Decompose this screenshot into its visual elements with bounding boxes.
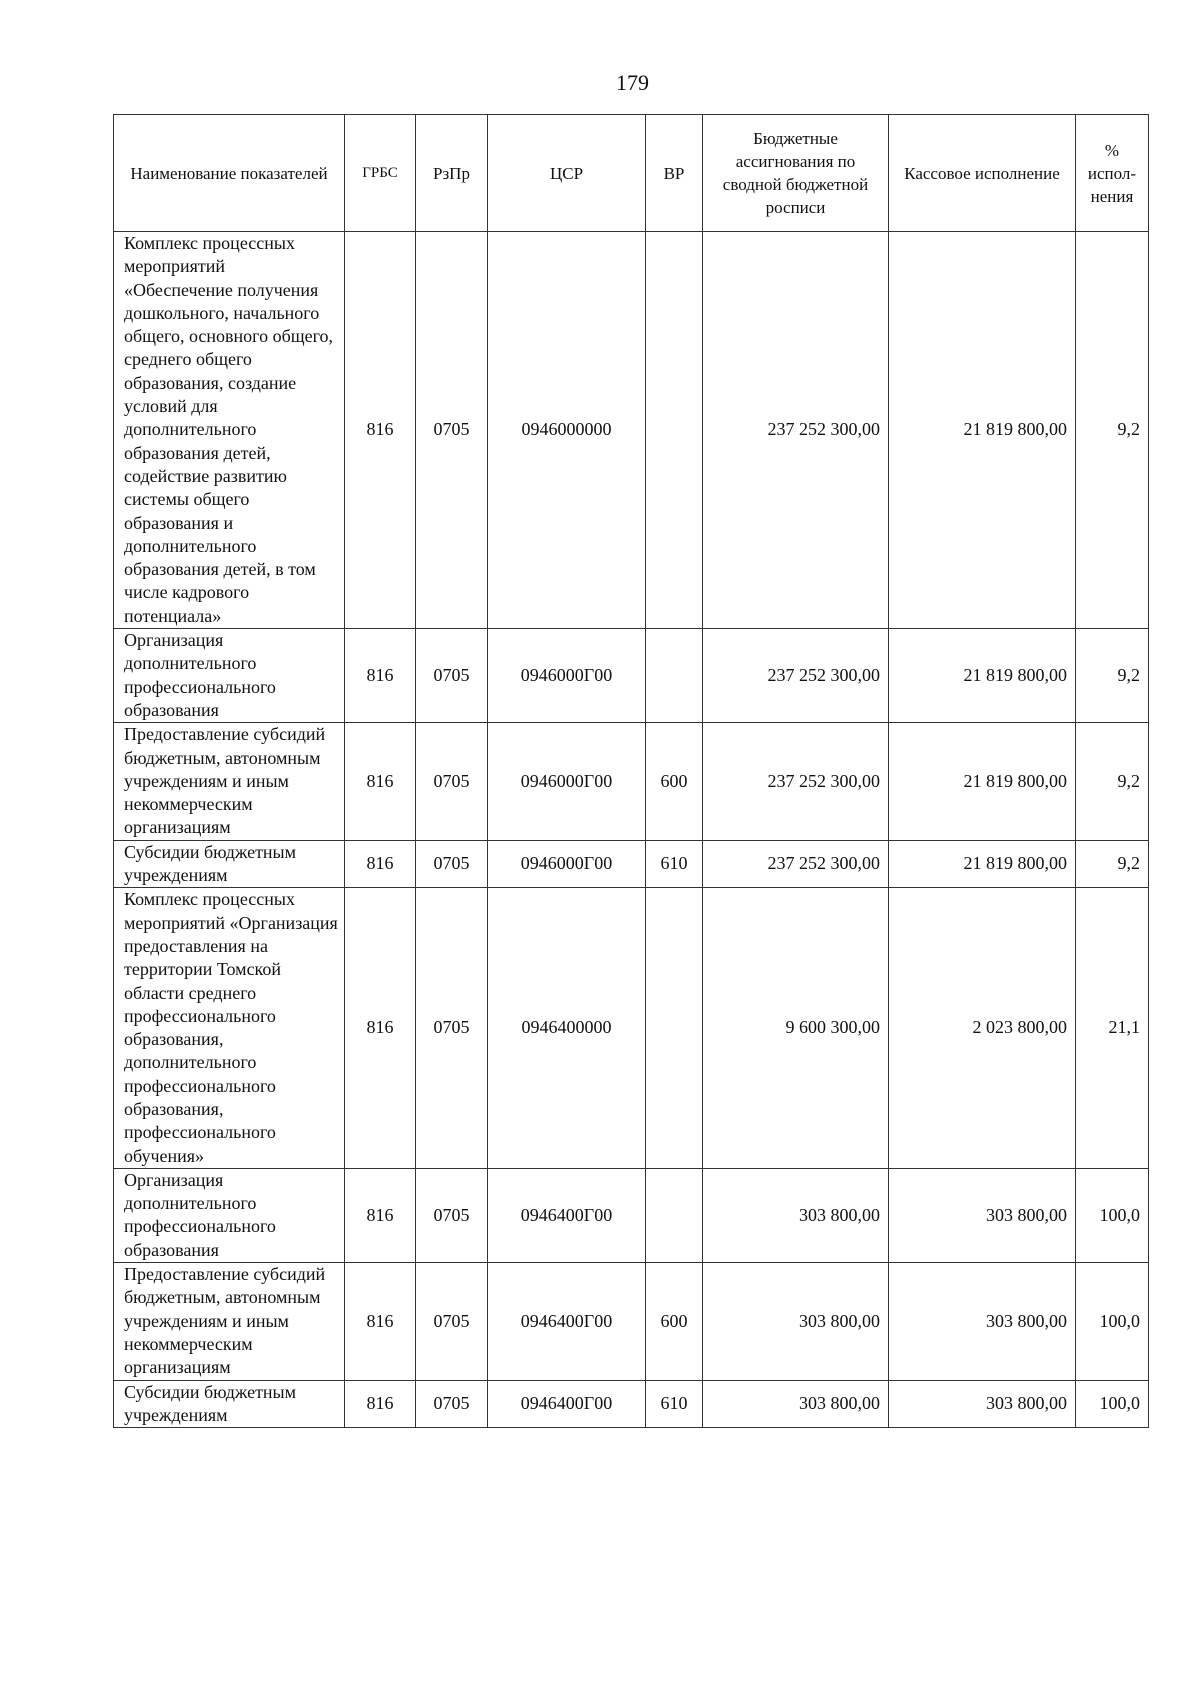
row-name: Предоставление субсидий бюджетным, автономным учреждениям и иным некоммерческим организациям xyxy=(114,723,345,840)
page-number: 179 xyxy=(616,70,649,95)
row-csr: 0946000Г00 xyxy=(488,629,646,723)
row-rzpr: 0705 xyxy=(416,1380,488,1428)
row-name: Организация дополнительного профессионального образования xyxy=(114,629,345,723)
row-percent: 100,0 xyxy=(1076,1168,1149,1262)
row-assignments: 303 800,00 xyxy=(703,1263,889,1380)
row-assignments: 9 600 300,00 xyxy=(703,888,889,1169)
row-name: Комплекс процессных мероприятий «Обеспечение получения дошкольного, начального общего, основного общего, среднего общего образования, создание условий для дополнительного образования детей, содействие развитию системы общего образования и дополнительного образования детей, в том числе кадрового потенциала» xyxy=(114,232,345,629)
row-execution: 303 800,00 xyxy=(889,1380,1076,1428)
row-name: Организация дополнительного профессионального образования xyxy=(114,1168,345,1262)
row-execution: 21 819 800,00 xyxy=(889,723,1076,840)
row-assignments: 237 252 300,00 xyxy=(703,232,889,629)
table-row xyxy=(114,723,1149,840)
row-vr: 610 xyxy=(646,1380,703,1428)
row-percent: 9,2 xyxy=(1076,629,1149,723)
row-assignments: 237 252 300,00 xyxy=(703,840,889,888)
row-execution: 21 819 800,00 xyxy=(889,840,1076,888)
header-execution: Кассовое исполнение xyxy=(889,115,1076,232)
row-grbs: 816 xyxy=(345,232,416,629)
row-assignments: 237 252 300,00 xyxy=(703,629,889,723)
row-execution: 21 819 800,00 xyxy=(889,629,1076,723)
row-rzpr: 0705 xyxy=(416,1263,488,1380)
row-grbs: 816 xyxy=(345,840,416,888)
row-execution: 303 800,00 xyxy=(889,1263,1076,1380)
header-assignments: Бюджетные ассигнования по сводной бюджетной росписи xyxy=(703,115,889,232)
header-rzpr: РзПр xyxy=(416,115,488,232)
row-execution: 2 023 800,00 xyxy=(889,888,1076,1169)
header-name: Наименование показателей xyxy=(114,115,345,232)
table-row xyxy=(114,840,1149,888)
row-grbs: 816 xyxy=(345,629,416,723)
row-vr: 600 xyxy=(646,723,703,840)
table-row xyxy=(114,629,1149,723)
row-csr: 0946000Г00 xyxy=(488,840,646,888)
row-percent: 9,2 xyxy=(1076,840,1149,888)
row-execution: 21 819 800,00 xyxy=(889,232,1076,629)
table-row xyxy=(114,232,1149,629)
row-name: Субсидии бюджетным учреждениям xyxy=(114,840,345,888)
table-row xyxy=(114,1380,1149,1428)
row-csr: 0946400Г00 xyxy=(488,1168,646,1262)
row-grbs: 816 xyxy=(345,888,416,1169)
row-name: Субсидии бюджетным учреждениям xyxy=(114,1380,345,1428)
row-csr: 0946400Г00 xyxy=(488,1380,646,1428)
row-name: Предоставление субсидий бюджетным, автономным учреждениям и иным некоммерческим организациям xyxy=(114,1263,345,1380)
row-vr xyxy=(646,232,703,629)
row-rzpr: 0705 xyxy=(416,888,488,1169)
budget-execution-table xyxy=(113,114,1149,1428)
row-percent: 9,2 xyxy=(1076,723,1149,840)
row-csr: 0946400000 xyxy=(488,888,646,1169)
row-name: Комплекс процессных мероприятий «Организация предоставления на территории Томской области среднего профессионального образования, дополнительного профессионального образования, профессионального обучения» xyxy=(114,888,345,1169)
header-csr: ЦСР xyxy=(488,115,646,232)
row-vr xyxy=(646,629,703,723)
row-rzpr: 0705 xyxy=(416,232,488,629)
row-grbs: 816 xyxy=(345,1263,416,1380)
row-rzpr: 0705 xyxy=(416,629,488,723)
row-vr xyxy=(646,1168,703,1262)
row-assignments: 303 800,00 xyxy=(703,1168,889,1262)
row-grbs: 816 xyxy=(345,1168,416,1262)
row-grbs: 816 xyxy=(345,723,416,840)
header-percent: % испол-нения xyxy=(1076,115,1149,232)
row-percent: 9,2 xyxy=(1076,232,1149,629)
row-assignments: 303 800,00 xyxy=(703,1380,889,1428)
row-rzpr: 0705 xyxy=(416,840,488,888)
row-execution: 303 800,00 xyxy=(889,1168,1076,1262)
row-vr: 600 xyxy=(646,1263,703,1380)
row-csr: 0946000Г00 xyxy=(488,723,646,840)
row-percent: 100,0 xyxy=(1076,1380,1149,1428)
row-rzpr: 0705 xyxy=(416,1168,488,1262)
row-percent: 21,1 xyxy=(1076,888,1149,1169)
header-vr: ВР xyxy=(646,115,703,232)
row-vr xyxy=(646,888,703,1169)
row-rzpr: 0705 xyxy=(416,723,488,840)
row-grbs: 816 xyxy=(345,1380,416,1428)
table-row xyxy=(114,1263,1149,1380)
table-row xyxy=(114,888,1149,1169)
header-grbs: ГРБС xyxy=(345,115,416,232)
table-row xyxy=(114,1168,1149,1262)
row-csr: 0946400Г00 xyxy=(488,1263,646,1380)
row-vr: 610 xyxy=(646,840,703,888)
row-percent: 100,0 xyxy=(1076,1263,1149,1380)
table-header-row xyxy=(114,115,1149,232)
row-assignments: 237 252 300,00 xyxy=(703,723,889,840)
row-csr: 0946000000 xyxy=(488,232,646,629)
